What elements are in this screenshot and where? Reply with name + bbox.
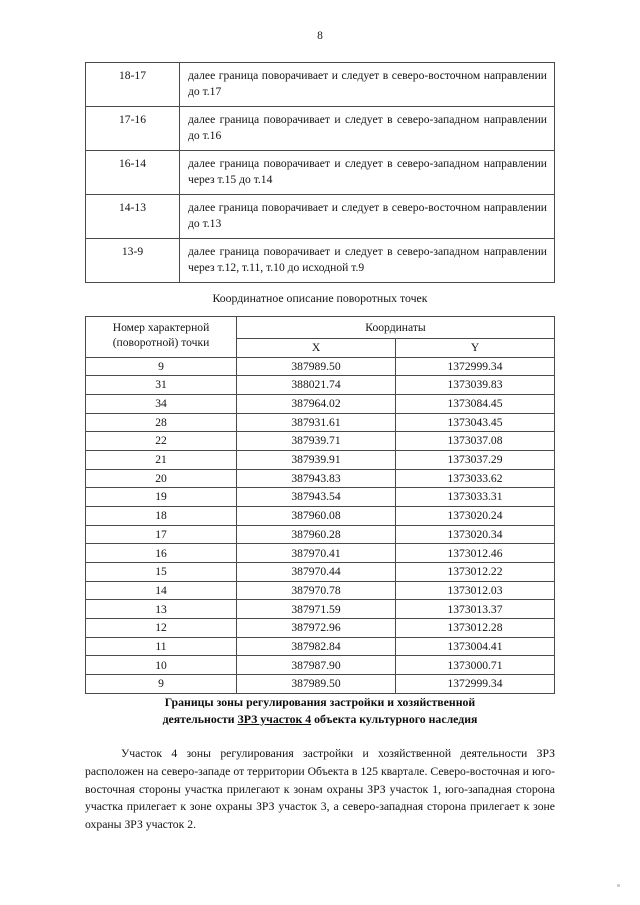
point-y: 1373000.71 <box>396 656 555 675</box>
point-x: 387989.50 <box>237 675 396 694</box>
table-row <box>86 150 555 194</box>
point-x: 387943.54 <box>237 488 396 507</box>
scan-artifact-speck <box>617 884 620 887</box>
point-x: 387972.96 <box>237 619 396 638</box>
coordinates-table-body <box>86 317 555 694</box>
point-x: 387960.28 <box>237 525 396 544</box>
point-x: 387931.61 <box>237 413 396 432</box>
point-y: 1373037.29 <box>396 450 555 469</box>
column-header-point <box>86 317 237 358</box>
point-number: 17 <box>86 525 237 544</box>
point-number: 13 <box>86 600 237 619</box>
point-y: 1373039.83 <box>396 376 555 395</box>
segment-description: далее граница поворачивает и следует в северо-восточном направлении до т.13 <box>180 194 555 238</box>
point-number: 11 <box>86 637 237 656</box>
point-number: 10 <box>86 656 237 675</box>
point-y: 1373020.34 <box>396 525 555 544</box>
point-y: 1373084.45 <box>396 394 555 413</box>
point-y: 1373012.46 <box>396 544 555 563</box>
point-number: 31 <box>86 376 237 395</box>
table-row <box>86 394 555 413</box>
table-header-row <box>86 317 555 339</box>
table-row <box>86 600 555 619</box>
point-y: 1372999.34 <box>396 675 555 694</box>
point-number: 9 <box>86 357 237 376</box>
segment-description: далее граница поворачивает и следует в северо-западном направлении до т.16 <box>180 106 555 150</box>
point-number: 20 <box>86 469 237 488</box>
table-row <box>86 63 555 107</box>
point-x: 387971.59 <box>237 600 396 619</box>
column-header-point-line1: Номер характерной <box>112 321 210 334</box>
section-heading-suffix: объекта культурного наследия <box>311 711 478 726</box>
point-y: 1373037.08 <box>396 432 555 451</box>
segment-description: далее граница поворачивает и следует в северо-восточном направлении до т.17 <box>180 63 555 107</box>
point-y: 1373012.28 <box>396 619 555 638</box>
column-header-point-line2: (поворотной) точки <box>112 336 210 350</box>
point-number: 16 <box>86 544 237 563</box>
point-number: 15 <box>86 562 237 581</box>
coordinates-table <box>85 316 555 694</box>
table-row <box>86 357 555 376</box>
table-row <box>86 637 555 656</box>
point-number: 34 <box>86 394 237 413</box>
section-heading-underlined: ЗРЗ участок 4 <box>237 711 312 726</box>
table-row <box>86 106 555 150</box>
page-number: 8 <box>317 30 323 42</box>
point-y: 1373012.03 <box>396 581 555 600</box>
table-row <box>86 469 555 488</box>
point-x: 387970.78 <box>237 581 396 600</box>
table-row <box>86 488 555 507</box>
point-number: 22 <box>86 432 237 451</box>
boundary-description-table-body <box>86 63 555 283</box>
table-row <box>86 432 555 451</box>
point-x: 387939.71 <box>237 432 396 451</box>
point-x: 387982.84 <box>237 637 396 656</box>
table-row <box>86 656 555 675</box>
point-x: 387960.08 <box>237 506 396 525</box>
segment-description: далее граница поворачивает и следует в северо-западном направлении через т.15 до т.14 <box>180 150 555 194</box>
table-row <box>86 619 555 638</box>
point-x: 387987.90 <box>237 656 396 675</box>
segment-label: 18-17 <box>86 63 180 107</box>
table-row <box>86 194 555 238</box>
point-x: 387939.91 <box>237 450 396 469</box>
point-y: 1373033.62 <box>396 469 555 488</box>
table-row <box>86 562 555 581</box>
point-number: 14 <box>86 581 237 600</box>
section-heading-prefix: деятельности <box>162 711 238 726</box>
point-x: 387970.41 <box>237 544 396 563</box>
column-header-y: Y <box>396 339 555 357</box>
table-row <box>86 376 555 395</box>
section-heading-line1: Границы зоны регулирования застройки и хозяйственной <box>164 695 476 709</box>
point-number: 18 <box>86 506 237 525</box>
table-row <box>86 581 555 600</box>
point-number: 12 <box>86 619 237 638</box>
section-heading <box>92 694 548 728</box>
table-row <box>86 506 555 525</box>
coordinates-table-caption: Координатное описание поворотных точек <box>212 291 428 305</box>
column-header-coordinates: Координаты <box>237 317 555 339</box>
segment-label: 17-16 <box>86 106 180 150</box>
point-y: 1373004.41 <box>396 637 555 656</box>
segment-description: далее граница поворачивает и следует в северо-западном направлении через т.12, т.11, т.10 до исходной т.9 <box>180 238 555 282</box>
table-row <box>86 675 555 694</box>
point-x: 387943.83 <box>237 469 396 488</box>
table-row <box>86 544 555 563</box>
column-header-x: X <box>237 339 396 357</box>
point-x: 388021.74 <box>237 376 396 395</box>
table-row <box>86 238 555 282</box>
point-y: 1372999.34 <box>396 357 555 376</box>
segment-label: 13-9 <box>86 238 180 282</box>
point-x: 387970.44 <box>237 562 396 581</box>
point-y: 1373033.31 <box>396 488 555 507</box>
table-row <box>86 450 555 469</box>
point-number: 28 <box>86 413 237 432</box>
point-y: 1373043.45 <box>396 413 555 432</box>
point-number: 9 <box>86 675 237 694</box>
point-x: 387989.50 <box>237 357 396 376</box>
table-row <box>86 525 555 544</box>
point-y: 1373012.22 <box>396 562 555 581</box>
point-number: 19 <box>86 488 237 507</box>
point-y: 1373013.37 <box>396 600 555 619</box>
point-y: 1373020.24 <box>396 506 555 525</box>
boundary-description-table <box>85 62 555 283</box>
table-row <box>86 413 555 432</box>
segment-label: 14-13 <box>86 194 180 238</box>
point-number: 21 <box>86 450 237 469</box>
body-paragraph: Участок 4 зоны регулирования застройки и хозяйственной деятельности ЗРЗ расположен на северо-западе от территории Объекта в 125 квартале. Северо-восточная и юго-восточная стороны участка прилегают к зонам охраны ЗРЗ участок 1, юго-западная сторона участка прилегает к зоне охраны ЗРЗ участок 3, а северо-западная сторона прилегает к зоне охраны ЗРЗ участок 2. <box>85 747 555 832</box>
point-x: 387964.02 <box>237 394 396 413</box>
segment-label: 16-14 <box>86 150 180 194</box>
